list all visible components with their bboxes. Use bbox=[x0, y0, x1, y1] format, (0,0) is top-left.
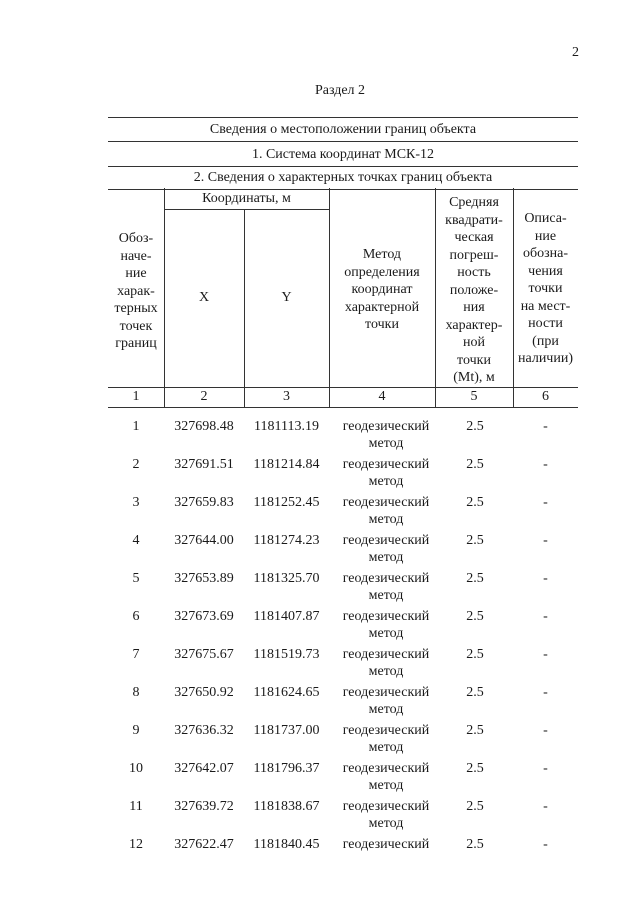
table-row bbox=[108, 787, 578, 831]
table-row bbox=[108, 825, 578, 863]
coord-y: 1181113.19 bbox=[254, 419, 319, 434]
method: геодезический метод bbox=[342, 419, 430, 451]
method: геодезический метод bbox=[342, 571, 430, 603]
section-title: Раздел 2 bbox=[314, 83, 366, 98]
col-x-header: X bbox=[198, 290, 210, 305]
point-number: 5 bbox=[132, 571, 140, 586]
description: - bbox=[543, 761, 548, 776]
coord-x: 327642.07 bbox=[174, 761, 234, 776]
col-number-4: 4 bbox=[378, 389, 386, 404]
error-value: 2.5 bbox=[466, 723, 484, 738]
error-value: 2.5 bbox=[466, 761, 484, 776]
coord-x: 327698.48 bbox=[174, 419, 234, 434]
error-value: 2.5 bbox=[466, 685, 484, 700]
table-row bbox=[108, 407, 578, 451]
method: геодезический метод bbox=[342, 685, 430, 717]
table-row bbox=[108, 673, 578, 717]
header-characteristic-points: 2. Сведения о характерных точках границ объекта bbox=[108, 166, 578, 190]
table-row bbox=[108, 559, 578, 603]
column-headers bbox=[108, 188, 578, 407]
col-number-1: 1 bbox=[132, 389, 140, 404]
method: геодезический метод bbox=[342, 647, 430, 679]
error-value: 2.5 bbox=[466, 837, 484, 852]
coord-y: 1181519.73 bbox=[253, 647, 320, 662]
description: - bbox=[543, 609, 548, 624]
description: - bbox=[543, 571, 548, 586]
coord-x: 327659.83 bbox=[174, 495, 234, 510]
col-description-header: Описа- ние обозна- чения точки на мест- ности (при наличии) bbox=[518, 211, 573, 366]
method: геодезический метод bbox=[342, 799, 430, 831]
coord-y: 1181274.23 bbox=[253, 533, 320, 548]
coord-x: 327673.69 bbox=[174, 609, 234, 624]
page-number: 2 bbox=[572, 45, 579, 60]
description: - bbox=[543, 837, 548, 852]
point-number: 6 bbox=[132, 609, 140, 624]
table-row bbox=[108, 521, 578, 565]
col-designation-header: Обоз- наче- ние харак- терных точек границ bbox=[114, 231, 158, 351]
point-number: 11 bbox=[129, 799, 143, 814]
col-error-header: Средняя квадрати- ческая погреш- ность положе- ния характер- ной точки (Mt), м bbox=[445, 195, 503, 385]
point-number: 7 bbox=[132, 647, 140, 662]
col-number-5: 5 bbox=[470, 389, 478, 404]
table-row bbox=[108, 597, 578, 641]
error-value: 2.5 bbox=[466, 495, 484, 510]
coord-y: 1181325.70 bbox=[253, 571, 320, 586]
error-value: 2.5 bbox=[466, 533, 484, 548]
method: геодезический метод bbox=[342, 761, 430, 793]
point-number: 1 bbox=[132, 419, 140, 434]
point-number: 12 bbox=[129, 837, 143, 852]
point-number: 9 bbox=[132, 723, 140, 738]
description: - bbox=[543, 419, 548, 434]
error-value: 2.5 bbox=[466, 419, 484, 434]
coord-y: 1181840.45 bbox=[253, 837, 320, 852]
coord-y: 1181737.00 bbox=[253, 723, 320, 738]
description: - bbox=[543, 495, 548, 510]
coord-x: 327691.51 bbox=[174, 457, 234, 472]
coord-x: 327650.92 bbox=[174, 685, 234, 700]
point-number: 8 bbox=[132, 685, 140, 700]
table-row bbox=[108, 749, 578, 793]
point-number: 10 bbox=[129, 761, 143, 776]
col-number-2: 2 bbox=[200, 389, 208, 404]
coord-y: 1181252.45 bbox=[253, 495, 320, 510]
coord-x: 327636.32 bbox=[174, 723, 234, 738]
col-method-header: Метод определения координат характерной точки bbox=[344, 247, 420, 332]
points-table-body bbox=[108, 407, 578, 863]
method: геодезический метод bbox=[342, 495, 430, 527]
table-row bbox=[108, 445, 578, 489]
point-number: 3 bbox=[132, 495, 140, 510]
error-value: 2.5 bbox=[466, 609, 484, 624]
header-coordinate-system: 1. Система координат МСК-12 bbox=[108, 141, 578, 167]
col-coordinates-header: Координаты, м bbox=[202, 191, 291, 206]
col-number-6: 6 bbox=[542, 389, 549, 404]
coord-x: 327622.47 bbox=[174, 837, 234, 852]
coord-x: 327675.67 bbox=[174, 647, 234, 662]
description: - bbox=[543, 685, 548, 700]
coord-x: 327639.72 bbox=[174, 799, 234, 814]
point-number: 4 bbox=[132, 533, 140, 548]
method: геодезический метод bbox=[342, 457, 430, 489]
method: геодезический метод bbox=[342, 533, 430, 565]
error-value: 2.5 bbox=[466, 457, 484, 472]
col-number-3: 3 bbox=[283, 389, 290, 404]
description: - bbox=[543, 799, 548, 814]
coord-y: 1181838.67 bbox=[253, 799, 320, 814]
coord-y: 1181624.65 bbox=[253, 685, 320, 700]
method: геодезический bbox=[342, 837, 430, 852]
header-location-info: Сведения о местоположении границ объекта bbox=[108, 117, 578, 142]
table-row bbox=[108, 483, 578, 527]
coord-y: 1181407.87 bbox=[253, 609, 320, 624]
method: геодезический метод bbox=[342, 723, 430, 755]
description: - bbox=[543, 723, 548, 738]
point-number: 2 bbox=[132, 457, 140, 472]
coord-y: 1181214.84 bbox=[253, 457, 320, 472]
description: - bbox=[543, 533, 548, 548]
method: геодезический метод bbox=[342, 609, 430, 641]
error-value: 2.5 bbox=[466, 571, 484, 586]
description: - bbox=[543, 457, 548, 472]
coord-x: 327653.89 bbox=[174, 571, 234, 586]
description: - bbox=[543, 647, 548, 662]
error-value: 2.5 bbox=[466, 799, 484, 814]
table-row bbox=[108, 711, 578, 755]
error-value: 2.5 bbox=[466, 647, 484, 662]
col-y-header: Y bbox=[281, 290, 292, 305]
coord-y: 1181796.37 bbox=[253, 761, 320, 776]
coord-x: 327644.00 bbox=[174, 533, 234, 548]
table-row bbox=[108, 635, 578, 679]
